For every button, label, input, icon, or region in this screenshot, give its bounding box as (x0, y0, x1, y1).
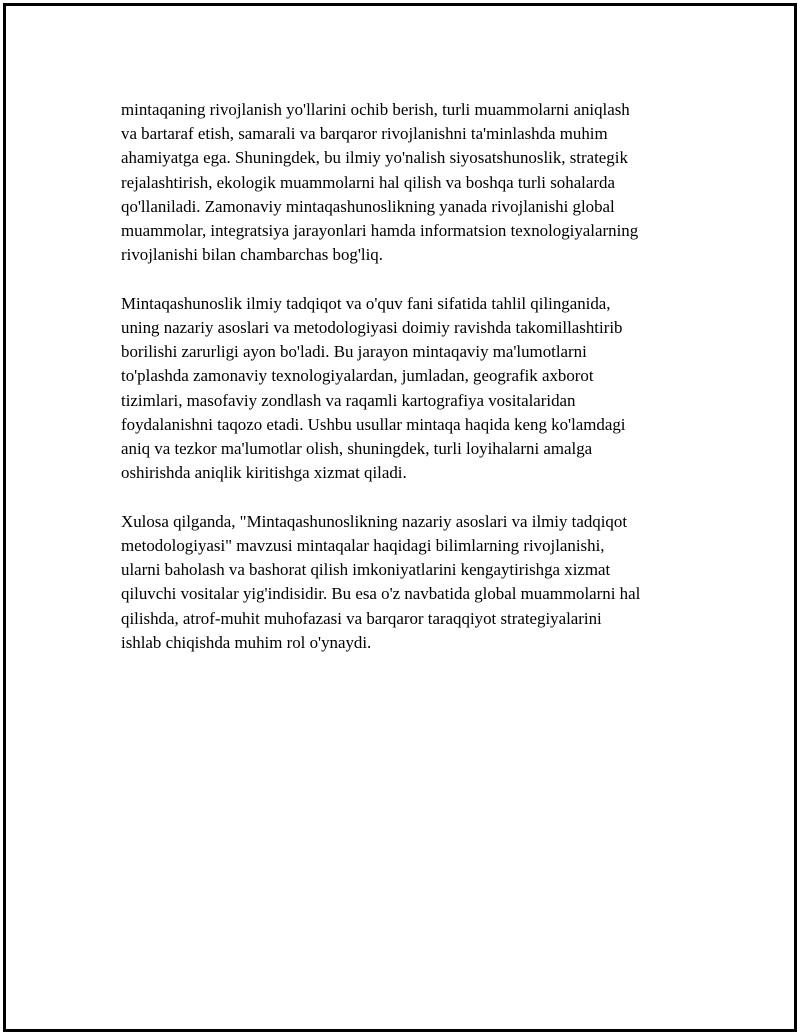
paragraph-line: mintaqaning rivojlanish yo'llarini ochib berish, turli muammolarni aniqlash (121, 100, 630, 119)
paragraph-line: qo'llaniladi. Zamonaviy mintaqashunoslikning yanada rivojlanishi global (121, 196, 615, 216)
paragraph-line: qiluvchi vositalar yig'indisidir. Bu esa o'z navbatida global muammolarni hal (121, 584, 641, 604)
paragraph-line: ishlab chiqishda muhim rol o'ynaydi. (121, 632, 372, 652)
page-frame (3, 3, 797, 1032)
paragraph-line: rivojlanishi bilan chambarchas bog'liq. (121, 245, 383, 265)
document-body (121, 98, 701, 679)
paragraph-1 (121, 98, 701, 267)
paragraph-line: tizimlari, masofaviy zondlash va raqamli kartografiya vositalaridan (121, 390, 576, 410)
paragraph-line: Xulosa qilganda, "Mintaqashunoslikning nazariy asoslari va ilmiy tadqiqot (121, 511, 628, 531)
paragraph-line: to'plashda zamonaviy texnologiyalardan, jumladan, geografik axborot (121, 366, 594, 386)
paragraph-line: foydalanishni taqozo etadi. Ushbu usullar mintaqa haqida keng ko'lamdagi (121, 414, 626, 434)
paragraph-line: ularni baholash va bashorat qilish imkoniyatlarini kengaytirishga xizmat (121, 560, 611, 580)
paragraph-line: Mintaqashunoslik ilmiy tadqiqot va o'quv fani sifatida tahlil qilinganida, (121, 293, 611, 313)
paragraph-line: borilishi zarurligi ayon bo'ladi. Bu jarayon mintaqaviy ma'lumotlarni (121, 342, 587, 362)
paragraph-line: metodologiyasi" mavzusi mintaqalar haqidagi bilimlarning rivojlanishi, (121, 536, 605, 556)
paragraph-line: aniq va tezkor ma'lumotlar olish, shuningdek, turli loyihalarni amalga (121, 439, 593, 459)
paragraph-3 (121, 510, 701, 655)
paragraph-line: va bartaraf etish, samarali va barqaror rivojlanishni ta'minlashda muhim (121, 124, 608, 144)
paragraph-line: uning nazariy asoslari va metodologiyasi doimiy ravishda takomillashtirib (121, 318, 623, 338)
paragraph-line: muammolar, integratsiya jarayonlari hamda informatsion texnologiyalarning (121, 221, 639, 241)
paragraph-line: oshirishda aniqlik kiritishga xizmat qiladi. (121, 463, 407, 483)
paragraph-line: ahamiyatga ega. Shuningdek, bu ilmiy yo'nalish siyosatshunoslik, strategik (121, 148, 628, 168)
paragraph-2 (121, 292, 701, 486)
paragraph-line: rejalashtirish, ekologik muammolarni hal qilish va boshqa turli sohalarda (121, 172, 615, 192)
paragraph-line: qilishda, atrof-muhit muhofazasi va barqaror taraqqiyot strategiyalarini (121, 608, 602, 628)
